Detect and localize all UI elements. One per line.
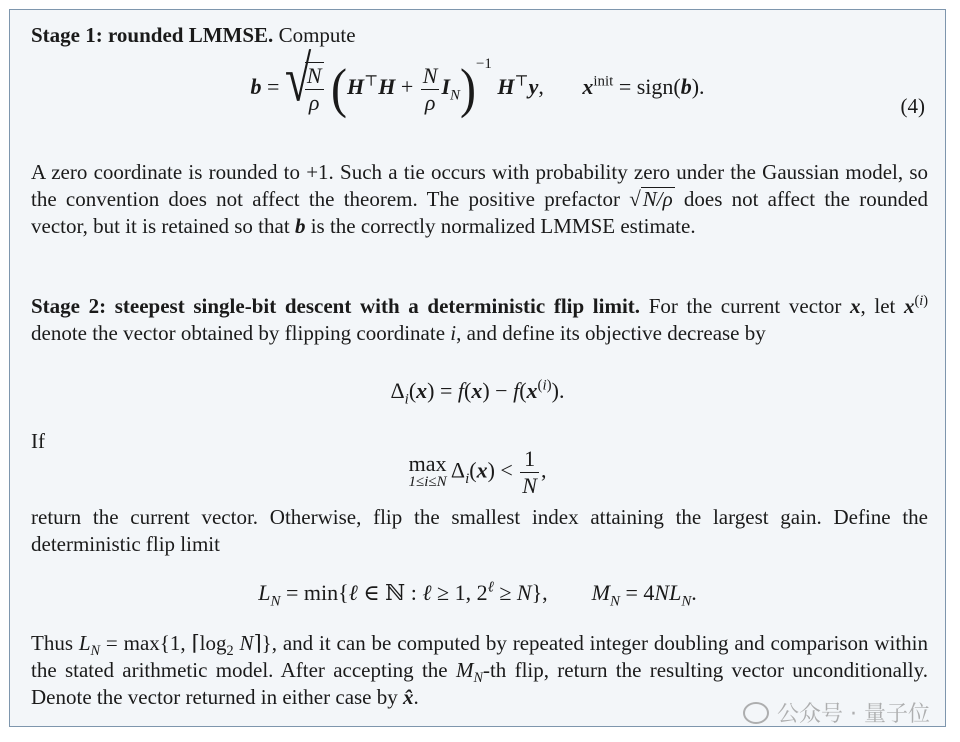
watermark-text: 公众号 · 量子位 xyxy=(777,702,930,727)
thus-text-2: , and it can be computed by repeated integer doubling and comparison within the stated arithmetic model. After accepting the xyxy=(31,631,929,682)
paper-box xyxy=(9,9,946,727)
if-label: If xyxy=(31,429,45,453)
thus-text-1: Thus xyxy=(31,631,73,655)
prefactor: N/ρ xyxy=(642,187,673,211)
wechat-icon xyxy=(743,702,769,724)
stage2-intro-2: , let xyxy=(860,294,896,318)
stage1-heading: Stage 1: rounded LMMSE. xyxy=(31,23,274,47)
max-inequality: max 1≤i≤N $\Delta_i(x)$ < $\frac{1}{N}$ , xyxy=(408,446,547,498)
equation-4: b = √ $\frac{N}{\rho}$ (H⊤H + $\frac{N}{\rho}$ $I_N)^{-1}$ H⊤y, $x^{init}$ = sign(b). xyxy=(250,43,705,119)
watermark xyxy=(743,697,930,728)
stage2-intro-1: For the current vector xyxy=(648,294,842,318)
tie-paragraph: A zero coordinate is rounded to +1. Such a tie occurs with probability zero under the Gaussian model, so the convention does not affect the theorem. The positive prefactor √N/ρ does not affect the rounded vector, but it is retained so that b is the correctly normalized LMMSE estimate. xyxy=(31,160,929,238)
stage2-intro-i: i xyxy=(450,321,457,345)
delta-equation: $\Delta_i(x) = f(x) - f(x^{(i)})$. xyxy=(390,377,565,408)
tie-text-3: is the correctly normalized LMMSE estimate. xyxy=(310,214,696,238)
tie-text-2: does not affect the rounded vector, but it is retained so that xyxy=(31,187,929,238)
return-paragraph: return the current vector. Otherwise, flip the smallest index attaining the largest gain. Define the deterministic flip limit xyxy=(31,505,928,556)
stage2-intro-3: denote the vector obtained by flipping coordinate xyxy=(31,321,446,345)
stage1-heading-tail: Compute xyxy=(278,23,356,47)
thus-text-3: -th flip, return the resulting vector unconditionally. Denote the vector returned in either case by xyxy=(31,658,929,709)
equation-number: (4) xyxy=(900,94,925,118)
stage2-heading: Stage 2: steepest single-bit descent with a deterministic flip limit. xyxy=(31,294,641,318)
stage2-intro-4: , and define its objective decrease by xyxy=(456,321,766,345)
stage2-paragraph: Stage 2: steepest single-bit descent with a deterministic flip limit. For the current vector x, let $x^{(i)}$ denote the vector obtained by flipping coordinate i, and define its objective decrease by xyxy=(31,293,929,345)
flip-limit-equation: $L_N$ = min{ℓ ∈ ℕ : ℓ ≥ 1, $2^\ell \ge N$}, $M_N = 4NL_N$. xyxy=(258,579,697,610)
thus-paragraph: Thus $L_N = \max\{1$, $⌈\log_2$ N⌉}, and it can be computed by repeated integer doubling and comparison within the stated arithmetic model. After accepting the $M_N-th$ flip, return the resulting vector unconditionally. Denote the vector returned in either case by x̂. xyxy=(31,631,929,709)
tie-var: b xyxy=(294,214,306,238)
stage1-paragraph xyxy=(31,22,928,49)
stage2-intro-var: x xyxy=(850,294,861,318)
tie-text: A zero coordinate is rounded to +1. Such a tie occurs with probability zero under the Gaussian model, so the convention does not affect the theorem. The positive prefactor xyxy=(31,160,928,211)
